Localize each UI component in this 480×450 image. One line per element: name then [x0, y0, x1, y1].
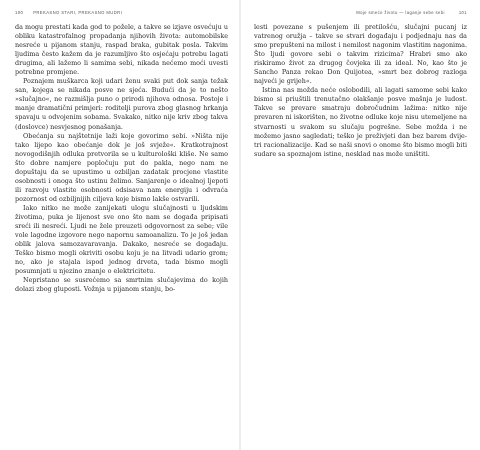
right-page-number: 101 [458, 10, 467, 15]
left-running-head [15, 10, 228, 20]
right-body-text [254, 23, 467, 159]
paragraph: Iako nitko ne može zanijekati ulogu slučajnosti u ljudskim životima, puka je lijenost sve ono što nam se događa pripisati sreći ili nesreći. Ljudi ne žele preuzeti odgovornost za sebe; vile vole lagodne izgovore nego napornu samoanalizu. To je još jedan oblik jalova samozavaravanja. Dakako, nesreće se događaju. Teško bismo mogli okriviti osobu koju je na litvadi udario grom; no, ako je stajala ispod jednog drveta, tada bismo mogli posumnjati u njezino znanje o elektricitetu. [15, 203, 228, 276]
paragraph: Nepristano se susrećemo sa smrtnim slučajevima do kojih dolazi zbog gluposti. Vožnja u pijanom stanju, bo- [15, 276, 228, 294]
left-page-number: 100 [15, 10, 24, 15]
right-running-title: Moje smeće životu — laganje sebe sebi [356, 10, 445, 15]
right-running-head [254, 10, 467, 20]
paragraph: Obećanja su najštetnije laži koje govorimo sebi. »Ništa nije tako lijepo kao obećanje dok je još svježe«. Kratkotrajnost novogodišnjih odluka pretvorila se u kulturološki kliše. Ne samo što dobre namjere popločuju put do pakla, nego nam ne dopuštaju da se upustimo u ozbiljan zadatak procjene vlastite osobnosti i onoga što ustinu želimo. Sanjarenje o idealnoj ljepoti ili razvoju vlastite osobnosti odsisava nam energiju i odvraća pozornost od ozbiljnijih ciljeva koje bismo lakše ostvarili. [15, 131, 228, 203]
left-body-text [15, 23, 228, 294]
paragraph: da mogu prestati kada god to požele, a takve se izjave osvećuju u obliku katastrofalnog propadanja njihovih života: automobilske nesreće u pijanom stanju, raspad braka, gubitak posla. Takvim ljudima često kažem da je razumljivo što osjećaju potrebu lagati drugima, ali lažemo li samima sebi, nikada nećemo moći uvesti potrebne promjene. [15, 23, 228, 77]
left-running-title: PREKASNO STARI, PREKASNO MUDRI [33, 10, 123, 15]
right-page [240, 0, 480, 450]
paragraph: lesti povezane s pušenjem ili pretilošću, slučajni pucanj iz vatrenog oružja – takve se stvari događaju i podjednaju nas da smo prepušteni na milost i nemilost nagonim vlastitim nagonima. Što ljudi govore sebi o takvim rizicima? Hrabri smo ako riskiramo život za drugog čovjeka ili za ideal. No, kao što je Sancho Panza rekao Don Quijotea, »smrt bez dobrog razloga najveći je grijeh«. [254, 23, 467, 86]
paragraph: Poznajem muškarca koji udari ženu svaki put dok sanja težak san, kojega se nikada posve ne sjeća. Budući da je to nešto »slučajno«, ne razmišlja puno o prirodi njihova odnosa. Postoje i manje dramatični primjeri: roditelji purova zbog glasnog hrkanja spavaju u odvojenim sobama. Svakako, nitko nije kriv zbog takva (doslovce) nesvjesnog ponašanja. [15, 77, 228, 131]
paragraph: Istina nas možda neće oslobodili, ali lagati samome sebi kako bismo si priuštili trenutačno olakšanje posve mašnja je ludost. Takve se prevare smatraju dobročudnim lažima: nitko nije prevaren ni iskorišten, no životne odluke koje nisu utemeljene na stvarnosti u svakom su slučaju pogrešne. Sebe možda i ne možemo jasno sagledati; teško je preživjeti dan bez barem dvije-tri racionalizacije. Kad se naši snovi o onome što bismo mogli biti sudare sa spoznajom istine, nesklad nas može uništiti. [254, 86, 467, 158]
